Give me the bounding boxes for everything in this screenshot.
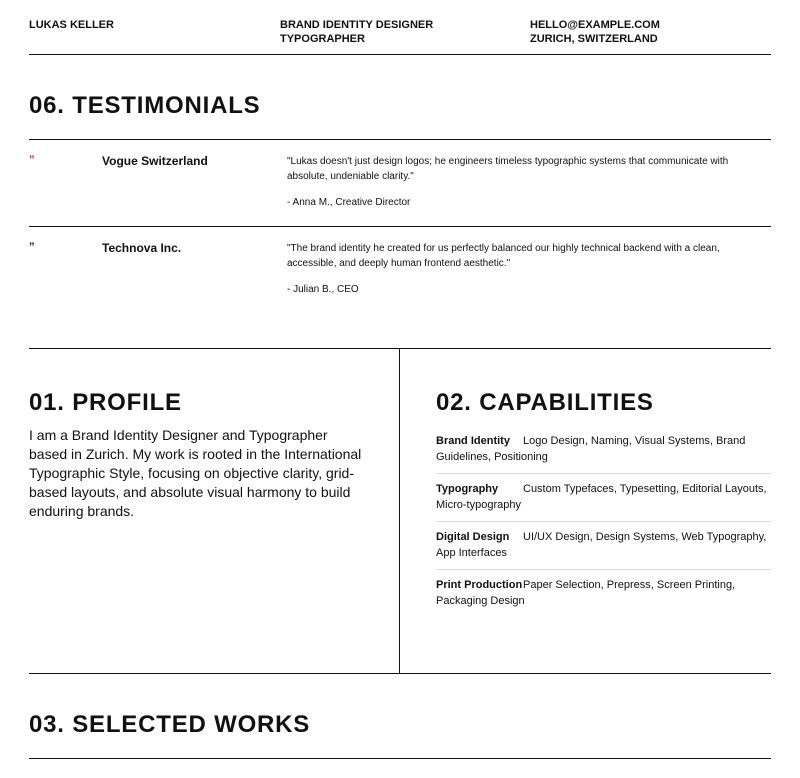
capability-row: [436, 530, 771, 570]
designer-name: [29, 18, 114, 32]
capability-items: Paper Selection, Prepress, Screen Printing, Packaging Design: [436, 579, 736, 607]
testimonial-author: - Anna M., Creative Director: [287, 197, 411, 208]
testimonial-item: [29, 226, 771, 313]
testimonial-company: Technova Inc.: [102, 241, 182, 255]
role-line-2: TYPOGRAPHER: [280, 33, 365, 45]
testimonial-quote: "Lukas doesn't just design logos; he engineers timeless typographic systems that communicate with absolute, undeniable clarity.": [287, 156, 729, 182]
testimonial-author: - Julian B., CEO: [287, 284, 359, 295]
capabilities-title: 02. CAPABILITIES: [436, 389, 654, 416]
capability-row: [436, 482, 771, 522]
testimonial-company: Vogue Switzerland: [102, 154, 208, 168]
designer-name-text: LUKAS KELLER: [29, 19, 114, 31]
quote-mark-icon: ”: [29, 241, 35, 253]
role-line-1: BRAND IDENTITY DESIGNER: [280, 19, 434, 31]
profile-title: 01. PROFILE: [29, 389, 182, 416]
site-header: [29, 18, 771, 55]
email-link[interactable]: HELLO@EXAMPLE.COM: [530, 19, 660, 31]
designer-role: [280, 18, 433, 46]
column-divider: [399, 349, 400, 673]
profile-capabilities-section: [29, 348, 771, 674]
location-text: ZURICH, SWITZERLAND: [530, 33, 658, 45]
capability-name: Brand Identity: [436, 435, 510, 447]
capability-name: Typography: [436, 483, 499, 495]
capability-name: Print Production: [436, 579, 523, 591]
testimonial-item: [29, 139, 771, 226]
testimonials-title: 06. TESTIMONIALS: [29, 92, 261, 119]
works-title: 03. SELECTED WORKS: [29, 711, 311, 738]
capability-items: Logo Design, Naming, Visual Systems, Brand Guidelines, Positioning: [436, 435, 746, 463]
capability-row: [436, 434, 771, 474]
quote-mark-icon: ”: [29, 154, 35, 166]
contact-info: [530, 18, 660, 46]
capability-items: UI/UX Design, Design Systems, Web Typography, App Interfaces: [436, 531, 767, 559]
capability-items: Custom Typefaces, Typesetting, Editorial Layouts, Micro-typography: [436, 483, 767, 511]
capability-row: [436, 578, 771, 617]
testimonial-quote: "The brand identity he created for us perfectly balanced our highly technical backend with a clean, accessible, and deeply human frontend aesthetic.": [287, 243, 720, 269]
capabilities-list: [436, 434, 771, 625]
capability-name: Digital Design: [436, 531, 510, 543]
works-divider: [29, 758, 771, 759]
profile-text: I am a Brand Identity Designer and Typographer based in Zurich. My work is rooted in the International Typographic Style, focusing on objective clarity, grid-based layouts, and absolute visual harmony to build enduring brands.: [29, 427, 362, 519]
